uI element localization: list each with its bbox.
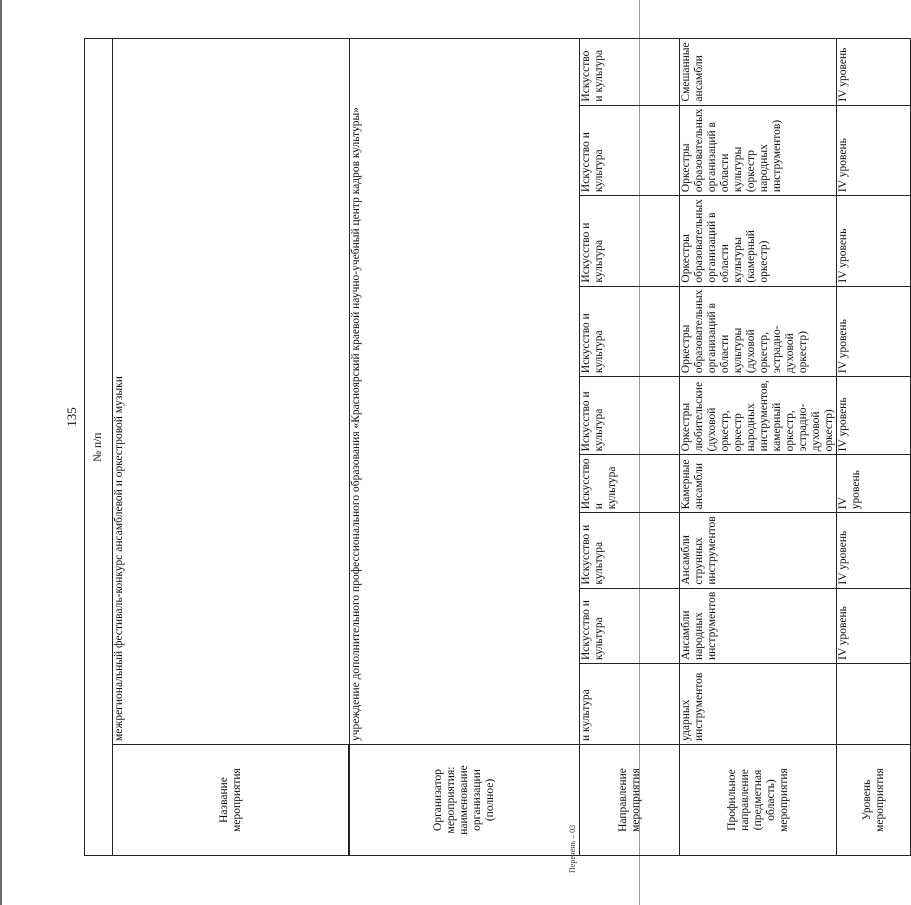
header-row-organizer [350,39,580,856]
header-level: Уровень мероприятия [837,745,911,856]
cell-level-0 [837,664,911,745]
cell-profile-6: Оркестры образовательных организаций в области культуры (камерный оркестр) [680,196,837,287]
cell-level-3: IV уровень [837,455,911,513]
cell-level-8: IV уровень [837,39,911,105]
cell-organizer: учреждение дополнительного профессионального образования «Красноярский краевой научно-учебный центр кадров культуры» [350,39,580,745]
cell-direction-8: Искусство и культура [580,39,680,105]
header-num: № п/п [85,39,113,856]
header-row-num [85,39,113,856]
cell-profile-8: Смешанные ансамбли [680,39,837,105]
cell-profile-4: Оркестры любительские (духовой оркестр, оркестр народных инструментов, камерный оркестр, эстрадно-духовой оркестр) [680,377,837,455]
cell-level-5: IV уровень [837,286,911,377]
cell-profile-7: Оркестры образовательных организаций в области культуры (оркестр народных инструментов) [680,105,837,196]
cell-profile-3: Камерные ансамбли [680,455,837,513]
cell-direction-5: Искусство и культура [580,286,680,377]
header-row-profile [680,39,837,856]
header-row-level [837,39,911,856]
cell-level-6: IV уровень [837,196,911,287]
cell-direction-2: Искусство и культура [580,513,680,588]
cell-direction-4: Искусство и культура [580,377,680,455]
page-number: 135 [64,407,79,427]
header-row-name [113,39,349,856]
cell-event-name: межрегиональный фестиваль-конкурс ансамблевой и оркестровой музыки [113,39,350,745]
cell-level-4: IV уровень [837,377,911,455]
header-organizer: Организатор мероприятия: наименование организации (полное) [350,745,580,856]
events-table [84,38,911,856]
cell-profile-1: Ансамбли народных инструментов [680,588,837,663]
cell-direction-6: Искусство и культура [580,196,680,287]
footer-note: Перечень – 03 [568,824,577,873]
cell-level-1: IV уровень [837,588,911,663]
header-name: Название мероприятия [113,745,349,856]
cell-direction-7: Искусство и культура [580,105,680,196]
header-direction: Направление мероприятия [580,745,680,856]
cell-profile-2: Ансамбли струнных инструментов [680,513,837,588]
header-profile: Профильное направление (предметная область) мероприятия [680,745,837,856]
header-row-direction [580,39,680,856]
cell-direction-0: и культура [580,664,680,745]
cell-level-2: IV уровень [837,513,911,588]
cell-level-7: IV уровень [837,105,911,196]
cell-direction-1: Искусство и культура [580,588,680,663]
cell-direction-3: Искусство и культура [580,455,680,513]
cell-profile-5: Оркестры образовательных организаций в области культуры (духовой оркестр, эстрадно-духовой оркестр) [680,286,837,377]
cell-profile-0: ударных инструментов [680,664,837,745]
